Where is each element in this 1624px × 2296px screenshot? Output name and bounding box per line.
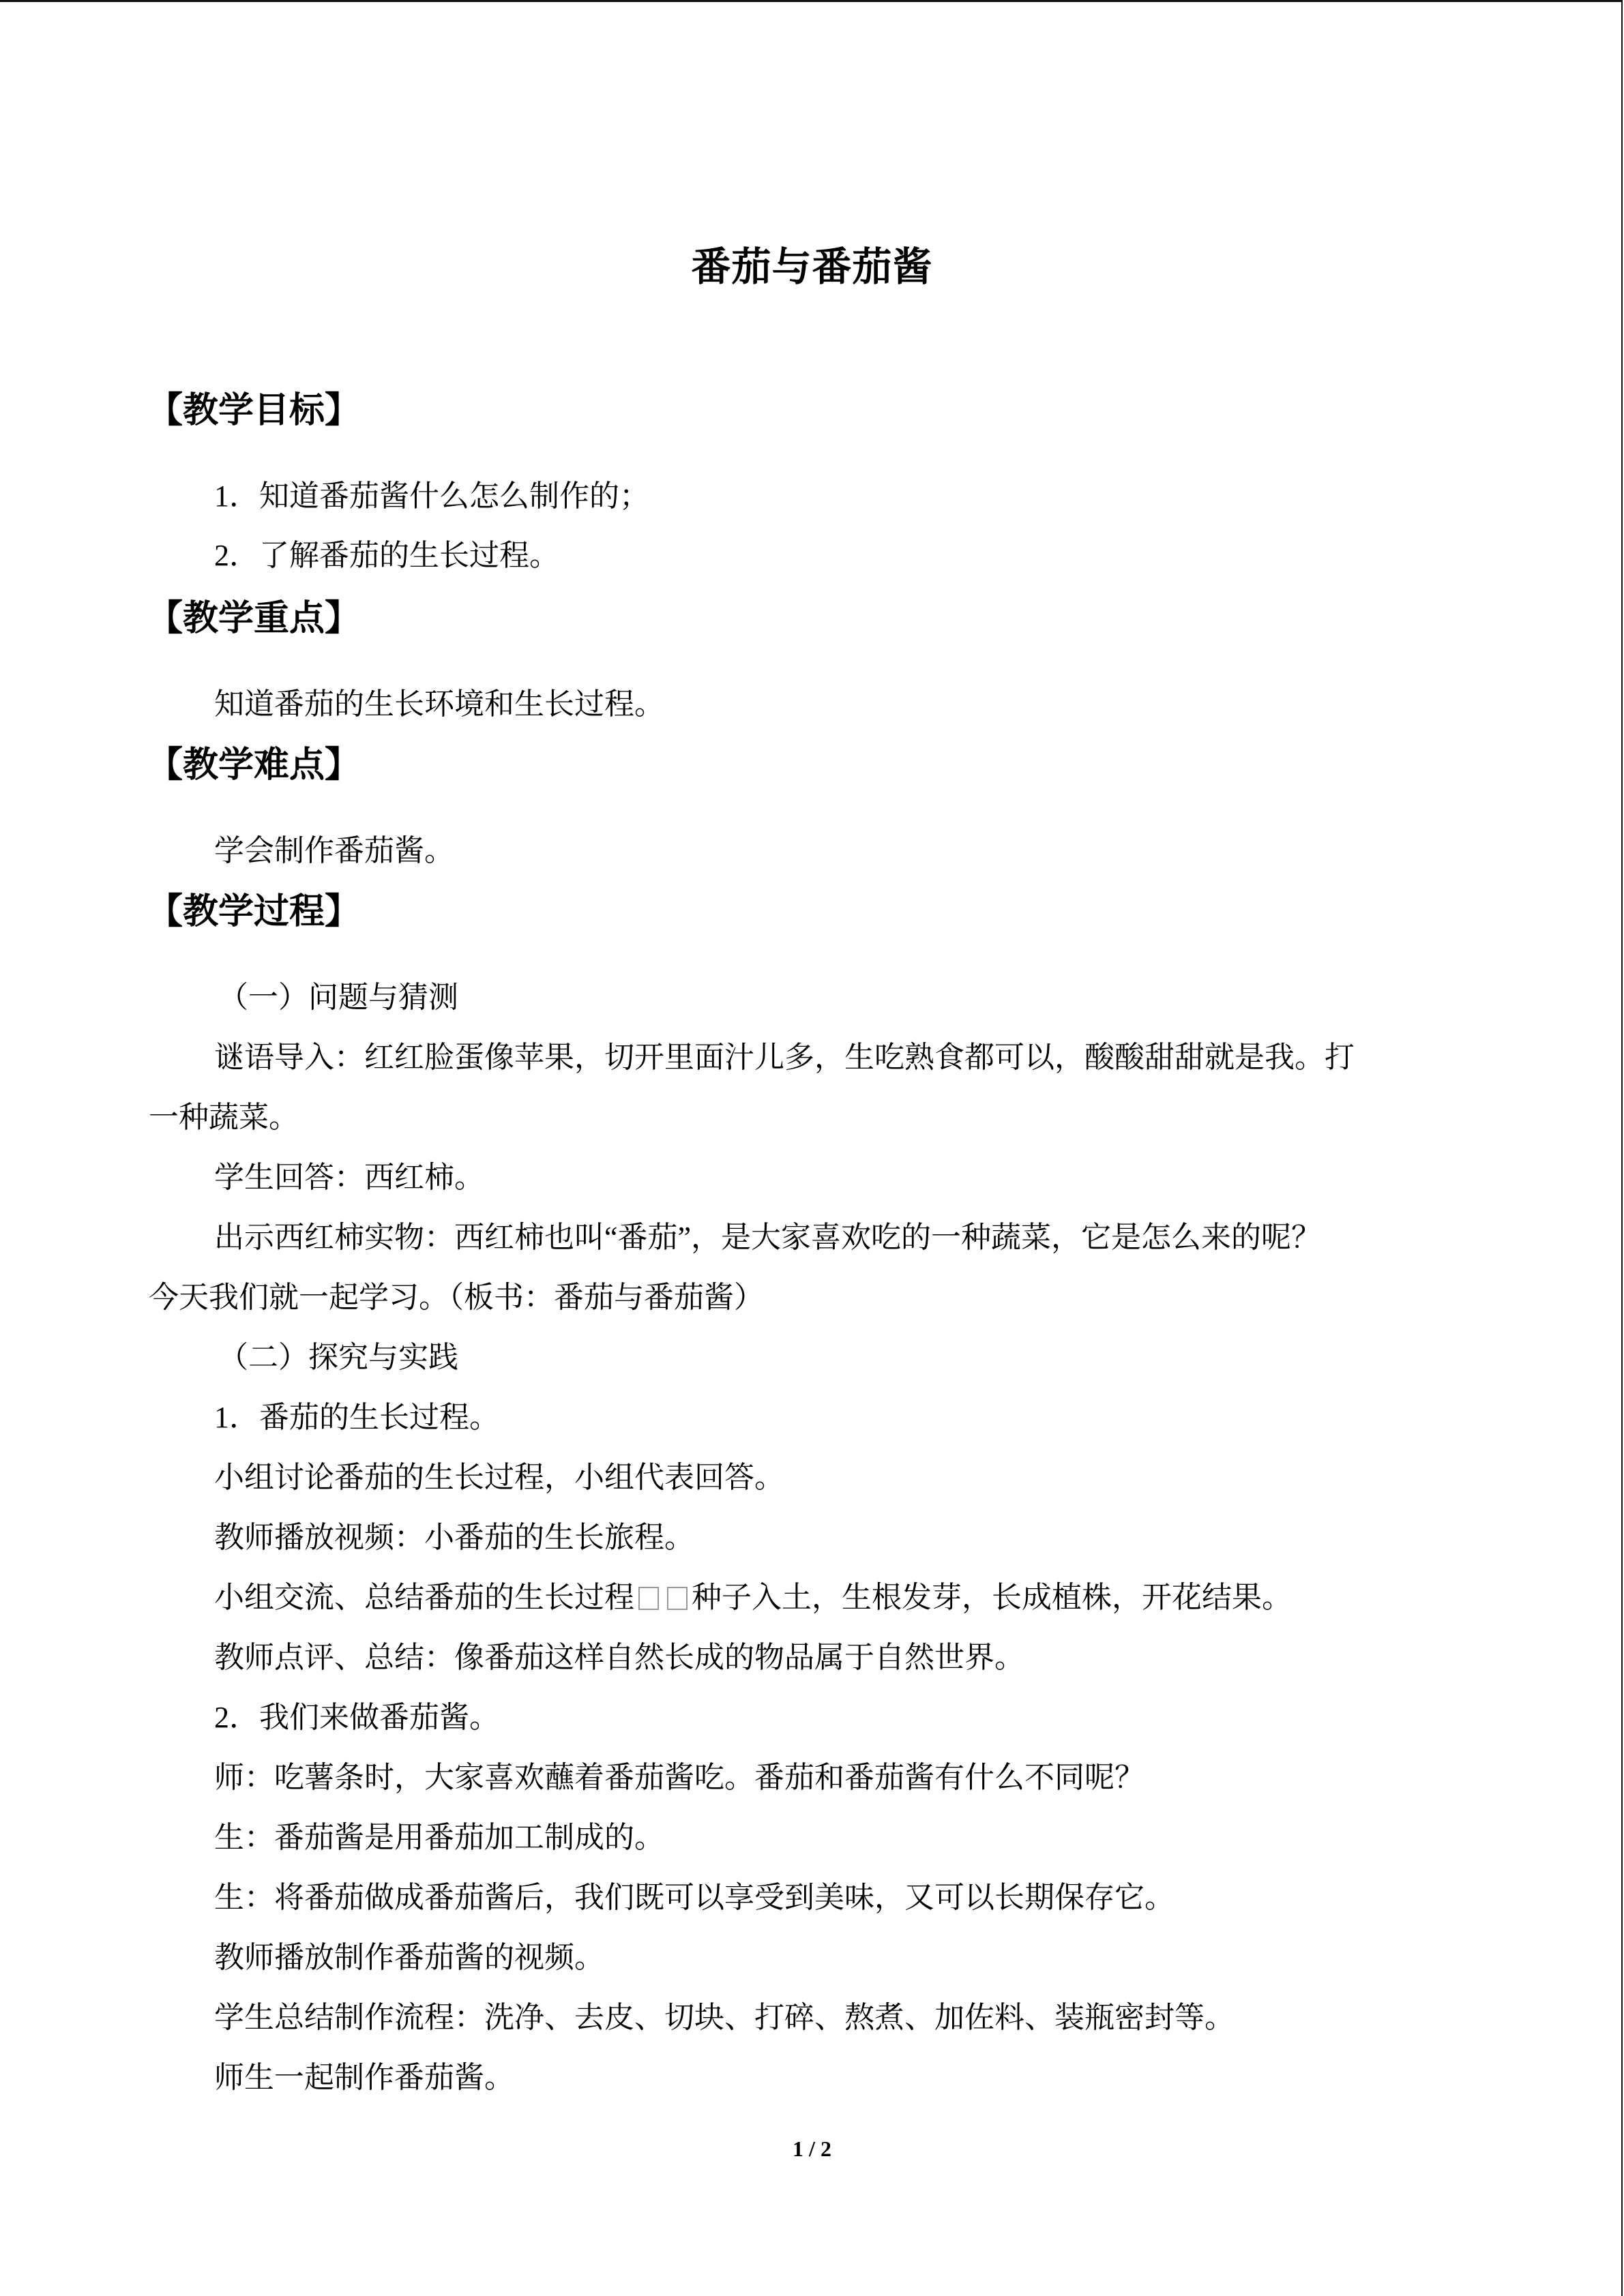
missing-glyph-box-icon xyxy=(667,1587,688,1610)
riddle-line-1: 谜语导入：红红脸蛋像苹果，切开里面汁儿多，生吃熟食都可以，酸酸甜甜就是我。打 xyxy=(214,1041,1355,1074)
key-points-text: 知道番茄的生长环境和生长过程。 xyxy=(214,687,664,721)
missing-glyph-box-icon xyxy=(638,1587,659,1610)
teacher-video-2: 教师播放制作番茄酱的视频。 xyxy=(214,1941,604,1974)
process-flow-summary: 学生总结制作流程：洗净、去皮、切块、打碎、熬煮、加佐料、装瓶密封等。 xyxy=(214,2001,1235,2034)
student-answer-1: 生：番茄酱是用番茄加工制成的。 xyxy=(214,1821,664,1854)
riddle-line-2: 一种蔬菜。 xyxy=(149,1101,299,1134)
student-answer: 学生回答：西红柿。 xyxy=(214,1161,484,1194)
page-number: 1 / 2 xyxy=(793,2136,831,2161)
step1-video: 教师播放视频：小番茄的生长旅程。 xyxy=(214,1521,694,1554)
part1-title: （一）问题与猜测 xyxy=(218,981,458,1014)
heading-key-points: 【教学重点】 xyxy=(147,599,361,638)
step1-discussion: 小组讨论番茄的生长过程，小组代表回答。 xyxy=(214,1461,784,1494)
heading-teaching-process: 【教学过程】 xyxy=(147,893,361,931)
make-together: 师生一起制作番茄酱。 xyxy=(214,2061,514,2094)
show-object-line-1: 出示西红柿实物：西红柿也叫“番茄”，是大家喜欢吃的一种蔬菜，它是怎么来的呢？ xyxy=(214,1221,1322,1254)
student-answer-2: 生：将番茄做成番茄酱后，我们既可以享受到美味，又可以长期保存它。 xyxy=(214,1881,1175,1914)
objective-item-1: 1．知道番茄酱什么怎么制作的； xyxy=(214,479,649,513)
objective-item-2: 2．了解番茄的生长过程。 xyxy=(214,539,559,572)
step1-summary-prefix: 小组交流、总结番茄的生长过程 xyxy=(214,1581,634,1614)
teacher-question: 师：吃薯条时，大家喜欢蘸着番茄酱吃。番茄和番茄酱有什么不同呢？ xyxy=(214,1761,1145,1794)
step1-title: 1．番茄的生长过程。 xyxy=(214,1401,499,1434)
difficulties-text: 学会制作番茄酱。 xyxy=(214,834,454,867)
step2-title: 2．我们来做番茄酱。 xyxy=(214,1701,499,1734)
heading-teaching-objectives: 【教学目标】 xyxy=(147,391,361,430)
step1-summary-suffix: 种子入土，生根发芽，长成植株，开花结果。 xyxy=(692,1581,1292,1614)
step1-review: 教师点评、总结：像番茄这样自然长成的物品属于自然世界。 xyxy=(214,1641,1024,1674)
part2-title: （二）探究与实践 xyxy=(218,1341,458,1374)
step1-summary xyxy=(214,1577,1292,1618)
show-object-line-2: 今天我们就一起学习。（板书：番茄与番茄酱） xyxy=(149,1281,764,1314)
document-title: 番茄与番茄酱 xyxy=(691,244,933,289)
heading-difficulties: 【教学难点】 xyxy=(147,746,361,785)
